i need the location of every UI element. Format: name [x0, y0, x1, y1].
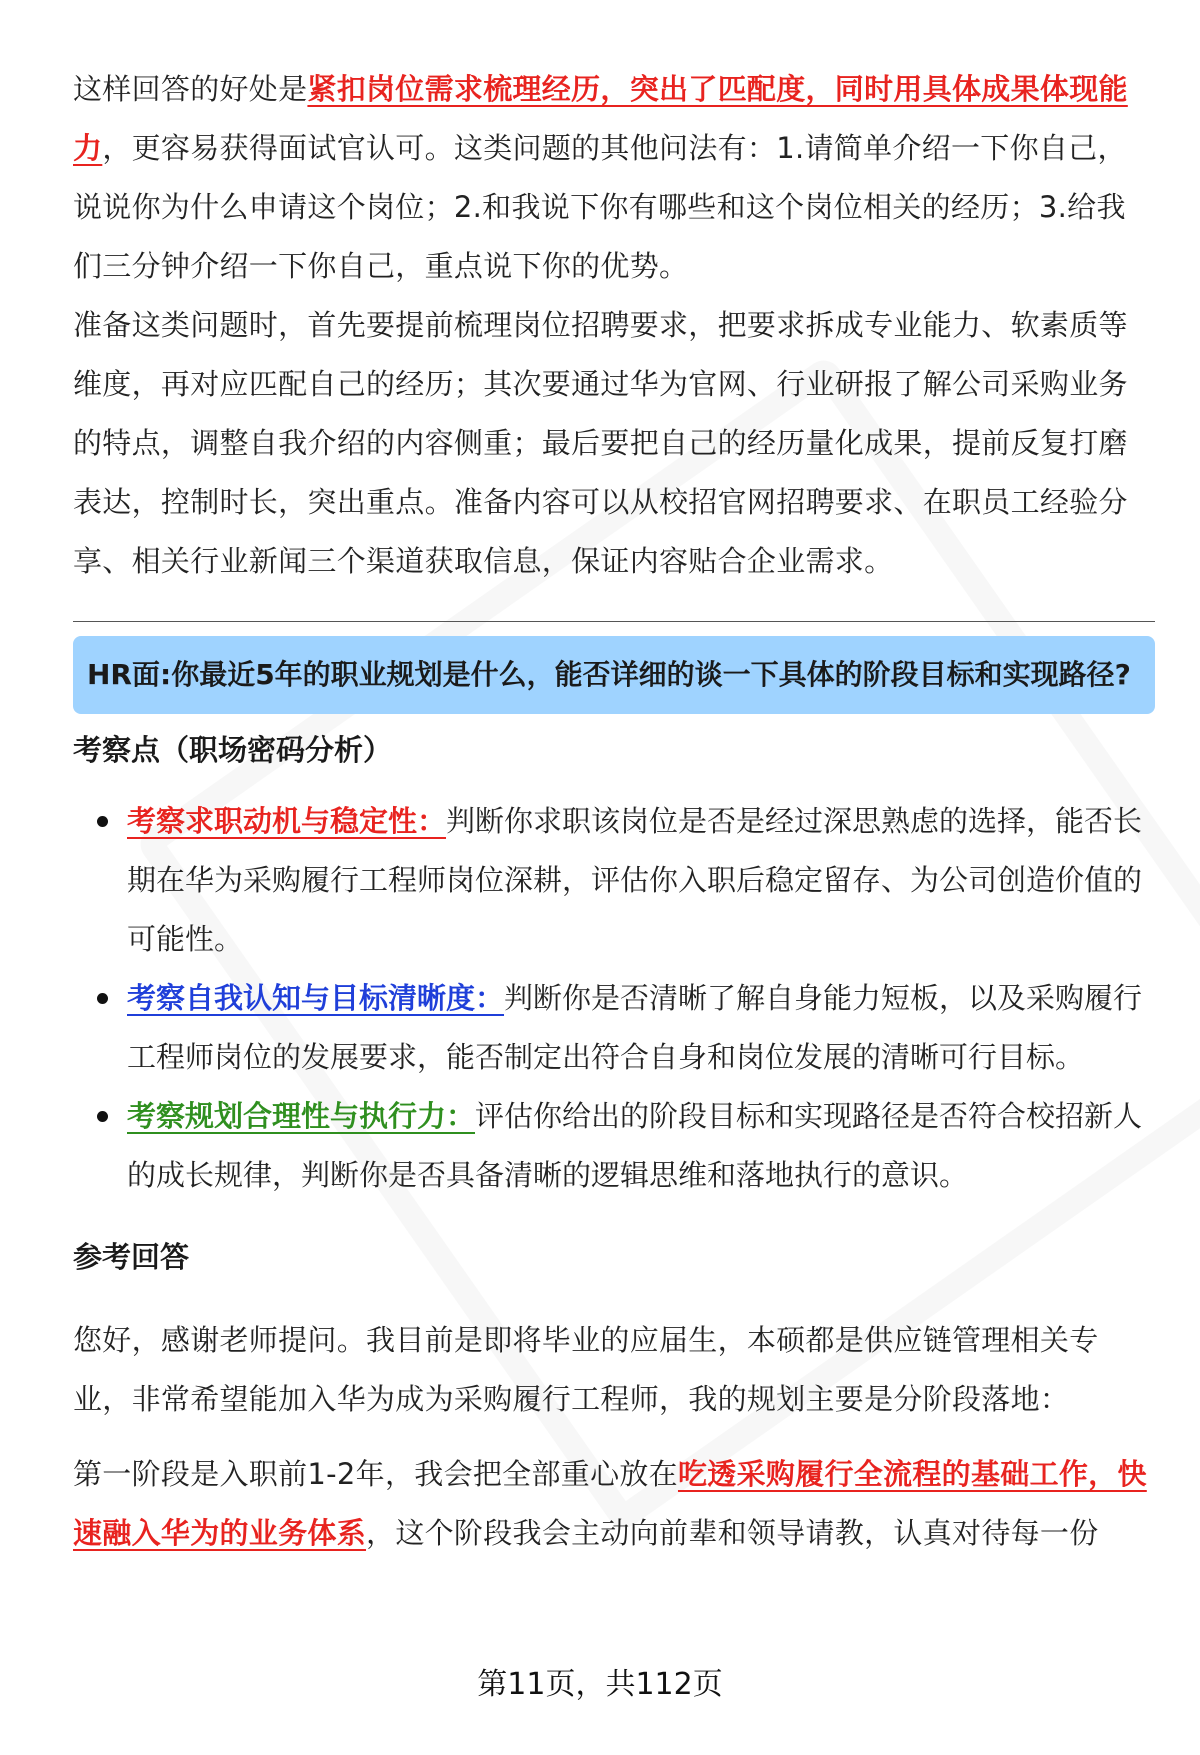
intro-p1-rest: ，更容易获得面试官认可。这类问题的其他问法有：1.请简单介绍一下你自己，说说你为什么申请这个岗位；2.和我说下你有哪些和这个岗位相关的经历；3.给我们三分钟介绍一下你自己，重点说下你的优势。 — [73, 131, 1127, 283]
intro-paragraph-2: 准备这类问题时，首先要提前梳理岗位招聘要求，把要求拆成专业能力、软素质等维度，再对应匹配自己的经历；其次要通过华为官网、行业研报了解公司采购业务的特点，调整自我介绍的内容侧重；最后要把自己的经历量化成果，提前反复打磨表达，控制时长，突出重点。准备内容可以从校招官网招聘要求、在职员工经验分享、相关行业新闻三个渠道获取信息，保证内容贴合企业需求。 — [73, 308, 1128, 578]
analysis-point-text: 判断你是否清晰了解自身能力短板，以及采购履行工程师岗位的发展要求，能否制定出符合自身和岗位发展的清晰可行目标。 — [127, 981, 1143, 1074]
bullet-dot-icon — [97, 1111, 108, 1122]
answer-paragraph-1: 您好，感谢老师提问。我目前是即将毕业的应届生，本硕都是供应链管理相关专业，非常希望能加入华为成为采购履行工程师，我的规划主要是分阶段落地： — [73, 1323, 1099, 1416]
analysis-point-key: 考察求职动机与稳定性： — [127, 804, 447, 838]
analysis-point — [73, 969, 1155, 1087]
intro-p1-highlight: 紧扣岗位需求梳理经历，突出了匹配度，同时用具体成果体现能力 — [73, 72, 1128, 165]
answer-p2-highlight: 吃透采购履行全流程的基础工作，快速融入华为的业务体系 — [73, 1457, 1147, 1550]
analysis-point — [73, 792, 1155, 969]
bullet-dot-icon — [97, 816, 108, 827]
analysis-point-text: 评估你给出的阶段目标和实现路径是否符合校招新人的成长规律，判断你是否具备清晰的逻辑思维和落地执行的意识。 — [127, 1099, 1143, 1192]
intro-paragraph-1 — [73, 60, 1155, 296]
intro-p1-lead: 这样回答的好处是 — [73, 72, 308, 106]
answer-p2-lead: 第一阶段是入职前1-2年，我会把全部重心放在 — [73, 1457, 678, 1491]
answer-title: 参考回答 — [73, 1240, 190, 1274]
answer-paragraph-2 — [73, 1445, 1155, 1563]
bullet-dot-icon — [97, 993, 108, 1004]
analysis-point-key: 考察规划合理性与执行力： — [127, 1099, 476, 1133]
analysis-point-key: 考察自我认知与目标清晰度： — [127, 981, 505, 1015]
page-content — [73, 60, 1155, 1563]
analysis-point-text: 判断你求职该岗位是否是经过深思熟虑的选择，能否长期在华为采购履行工程师岗位深耕，评估你入职后稳定留存、为公司创造价值的可能性。 — [127, 804, 1143, 956]
answer-p2-rest: ，这个阶段我会主动向前辈和领导请教，认真对待每一份 — [366, 1516, 1099, 1550]
page-number: 第11页，共112页 — [477, 1667, 723, 1702]
section-divider — [73, 621, 1155, 622]
analysis-title: 考察点（职场密码分析） — [73, 733, 393, 767]
analysis-point — [73, 1087, 1155, 1205]
analysis-list — [73, 792, 1155, 1205]
question-box: HR面:你最近5年的职业规划是什么，能否详细的谈一下具体的阶段目标和实现路径? — [73, 636, 1155, 714]
